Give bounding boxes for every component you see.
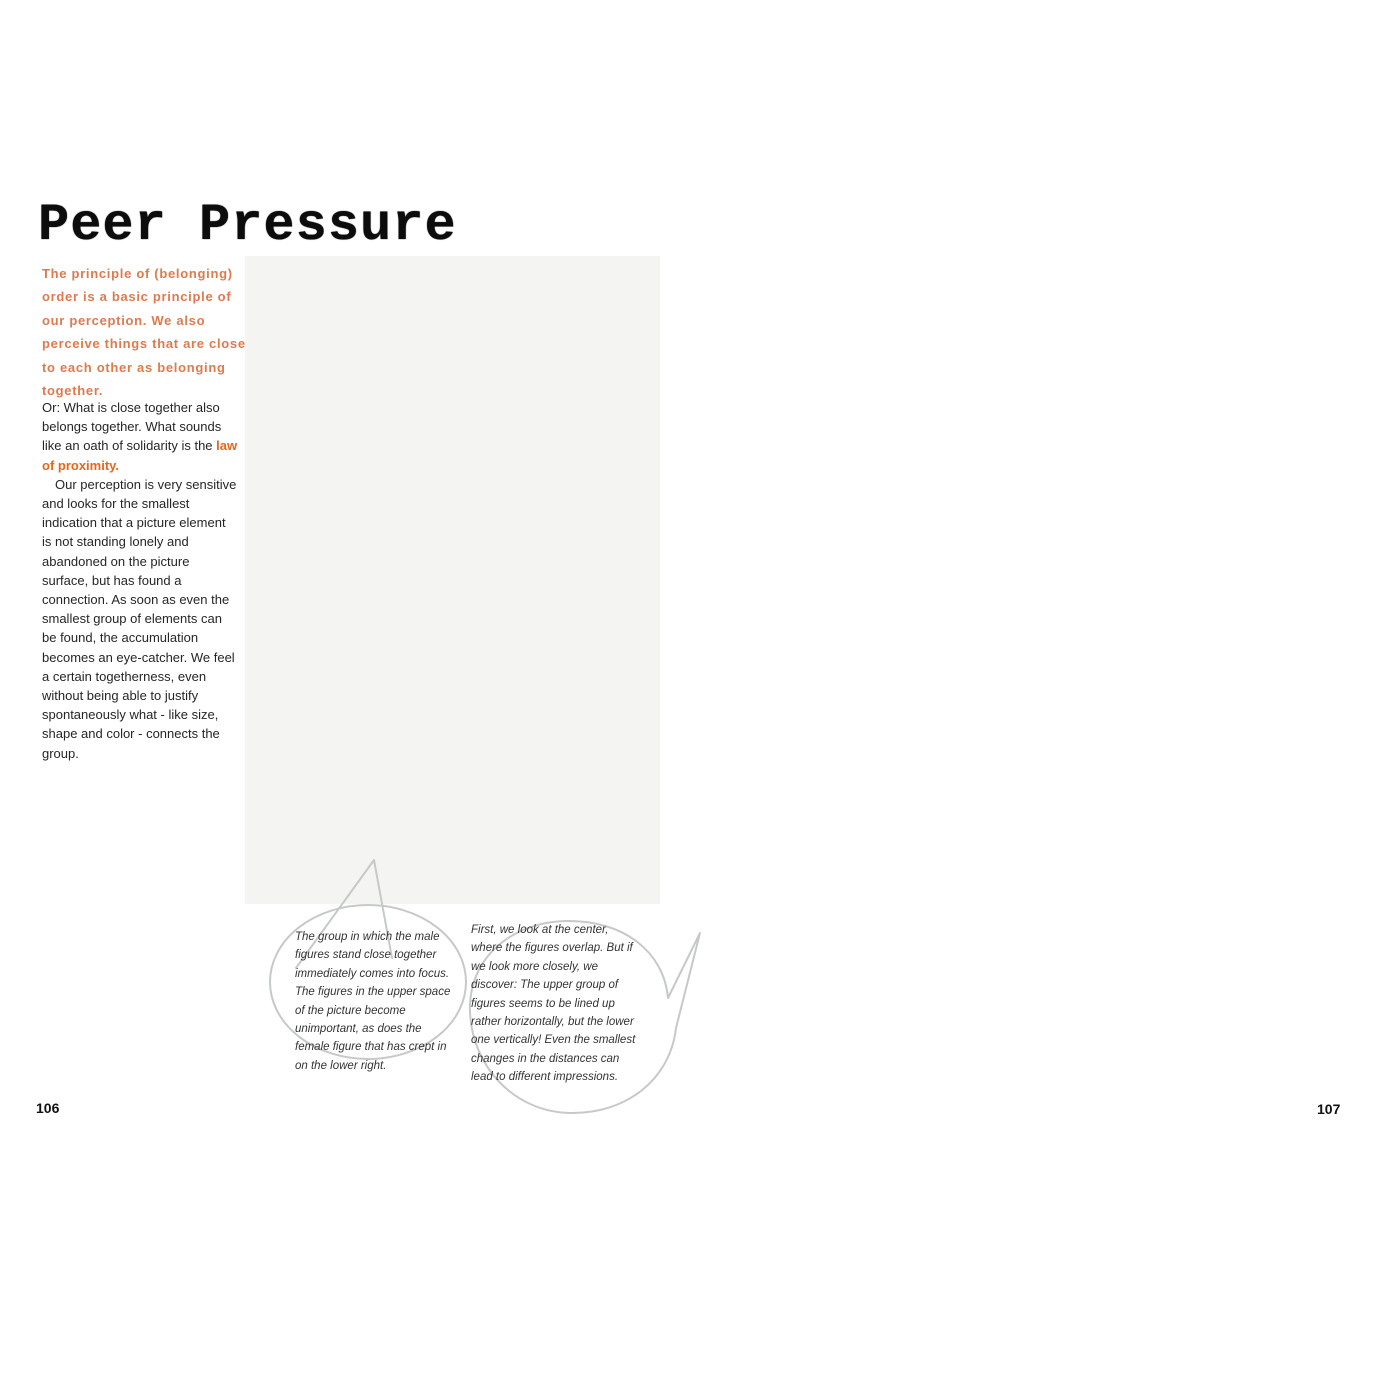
man-figure-silhouette — [620, 900, 1096, 1378]
woman-figure-silhouette — [1346, 203, 1378, 1378]
page-title: Peer Pressure — [38, 196, 457, 255]
woman-figure-silhouette — [1346, 511, 1378, 1378]
man-figure-silhouette — [528, 862, 1378, 1378]
man-figure-silhouette — [778, 392, 1239, 1378]
man-figure-silhouette — [843, 394, 1304, 1378]
body-text-column — [42, 398, 238, 763]
woman-figure-silhouette — [1356, 806, 1378, 1378]
man-figure-silhouette — [778, 275, 1218, 1378]
body-paragraph-1-text: Or: What is close together also belongs together. What sounds like an oath of solidarity is the — [42, 400, 222, 454]
man-figure-silhouette — [632, 769, 1378, 1378]
man-figure-silhouette — [0, 709, 230, 1378]
man-figure-silhouette — [716, 757, 1378, 1378]
man-figure-silhouette — [758, 892, 1223, 1378]
man-figure-silhouette — [888, 533, 1366, 1378]
man-figure-silhouette — [833, 734, 1378, 1378]
page-number-right: 107 — [1317, 1101, 1341, 1117]
man-figure-silhouette — [912, 275, 1352, 1378]
body-paragraph-2: Our perception is very sensitive and looks for the smallest indication that a picture element is not standing lonely and abandoned on the picture surface, but has found a connection. As soon as even the smallest group of elements can be found, the accumulation becomes an eye-catcher. We feel a certain togetherness, even without being able to justify spontaneously what - like size, shape and color - connects the group. — [42, 476, 237, 761]
figure-grid-artwork — [1346, 203, 1378, 1378]
page-number-left: 106 — [36, 1100, 60, 1116]
woman-figure-silhouette — [1356, 357, 1378, 1378]
caption-distances: First, we look at the center, where the figures overlap. But if we look more closely, we discover: The upper group of figures seems to be lined up rather horizontally, but the lower one vertically! Even the smallest changes in the distances can lead to different impressions. — [471, 924, 636, 1084]
man-figure-silhouette — [1037, 396, 1378, 1378]
woman-figure-silhouette — [1365, 933, 1378, 1378]
law-of-proximity-accent: law of proximity. — [42, 438, 238, 473]
woman-figure-silhouette — [1365, 1055, 1378, 1378]
man-figure-silhouette — [974, 398, 1378, 1378]
man-figure-silhouette — [803, 530, 1281, 1378]
caption-figure-group: The group in which the male figures stand close together immediately comes into focus. The figures in the upper space of the picture become unimportant, as does the female figure that has crept in on the lower right. — [295, 931, 451, 1072]
intro-paragraph: The principle of (belonging) order is a basic principle of our perception. We also perceive things that are close to each other as belonging together. — [42, 266, 246, 399]
woman-figure-silhouette — [1202, 752, 1378, 1378]
man-figure-silhouette — [906, 397, 1367, 1378]
man-figure-silhouette — [989, 572, 1378, 1378]
man-figure-silhouette — [986, 276, 1378, 1378]
body-paragraph-1 — [42, 398, 238, 475]
illustration-panel-background — [245, 256, 660, 904]
